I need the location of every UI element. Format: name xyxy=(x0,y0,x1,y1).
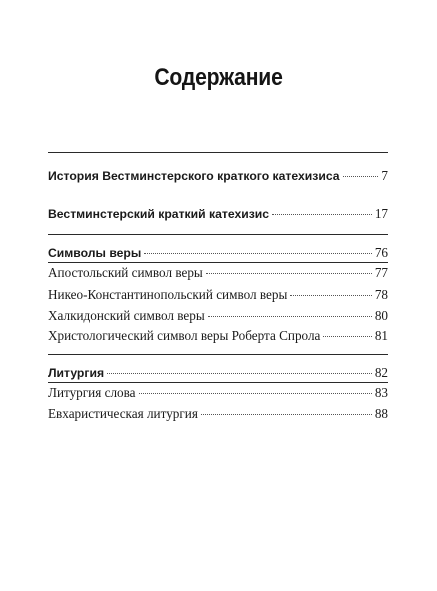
toc-entry-label: Евхаристическая литургия xyxy=(48,406,198,421)
toc-entry-page: 78 xyxy=(374,287,388,302)
toc-entry-label: Литургия xyxy=(48,366,105,380)
toc-entry-page: 82 xyxy=(374,365,388,380)
toc-entry-history[interactable] xyxy=(48,167,388,185)
toc-entry-nicene-creed[interactable] xyxy=(48,286,388,304)
dot-leader xyxy=(272,213,372,215)
dot-leader xyxy=(208,315,372,317)
toc-entry-page: 7 xyxy=(381,168,388,183)
dot-leader xyxy=(206,272,372,274)
toc-entry-eucharistic-liturgy[interactable] xyxy=(48,405,388,423)
toc-entry-page: 17 xyxy=(374,206,388,221)
toc-entry-page: 83 xyxy=(374,385,388,400)
dot-leader xyxy=(139,392,372,394)
toc-entry-page: 88 xyxy=(374,406,388,421)
toc-entry-apostles-creed[interactable] xyxy=(48,264,388,282)
toc-entry-label: Вестминстерский краткий катехизис xyxy=(48,207,270,221)
divider xyxy=(48,262,388,263)
divider xyxy=(48,354,388,355)
toc-entry-catechism[interactable] xyxy=(48,205,388,223)
toc-entry-label: Литургия слова xyxy=(48,385,136,400)
page-title: Содержание xyxy=(154,64,283,91)
dot-leader xyxy=(290,294,371,296)
divider xyxy=(48,234,388,235)
toc-entry-liturgy-word[interactable] xyxy=(48,384,388,402)
dot-leader xyxy=(107,372,372,374)
toc-entry-label: История Вестминстерского краткого катехизиса xyxy=(48,169,340,183)
toc-entry-label: Символы веры xyxy=(48,246,142,260)
toc-entry-page: 76 xyxy=(374,245,388,260)
toc-entry-creeds[interactable] xyxy=(48,244,388,262)
toc-entry-page: 77 xyxy=(374,265,388,280)
dot-leader xyxy=(343,175,379,177)
divider xyxy=(48,382,388,383)
toc-entry-label: Никео-Константинопольский символ веры xyxy=(48,287,288,302)
toc-entry-page: 80 xyxy=(374,308,388,323)
toc-entry-sproul-creed[interactable] xyxy=(48,327,388,345)
divider xyxy=(48,152,388,153)
dot-leader xyxy=(323,335,371,337)
toc-entry-label: Халкидонский символ веры xyxy=(48,308,205,323)
toc-entry-label: Апостольский символ веры xyxy=(48,265,203,280)
dot-leader xyxy=(201,413,372,415)
toc-entry-liturgy[interactable] xyxy=(48,364,388,382)
toc-entry-label: Христологический символ веры Роберта Спрола xyxy=(48,328,321,343)
toc-entry-chalcedon-creed[interactable] xyxy=(48,307,388,325)
dot-leader xyxy=(144,252,372,254)
toc-entry-page: 81 xyxy=(374,328,388,343)
